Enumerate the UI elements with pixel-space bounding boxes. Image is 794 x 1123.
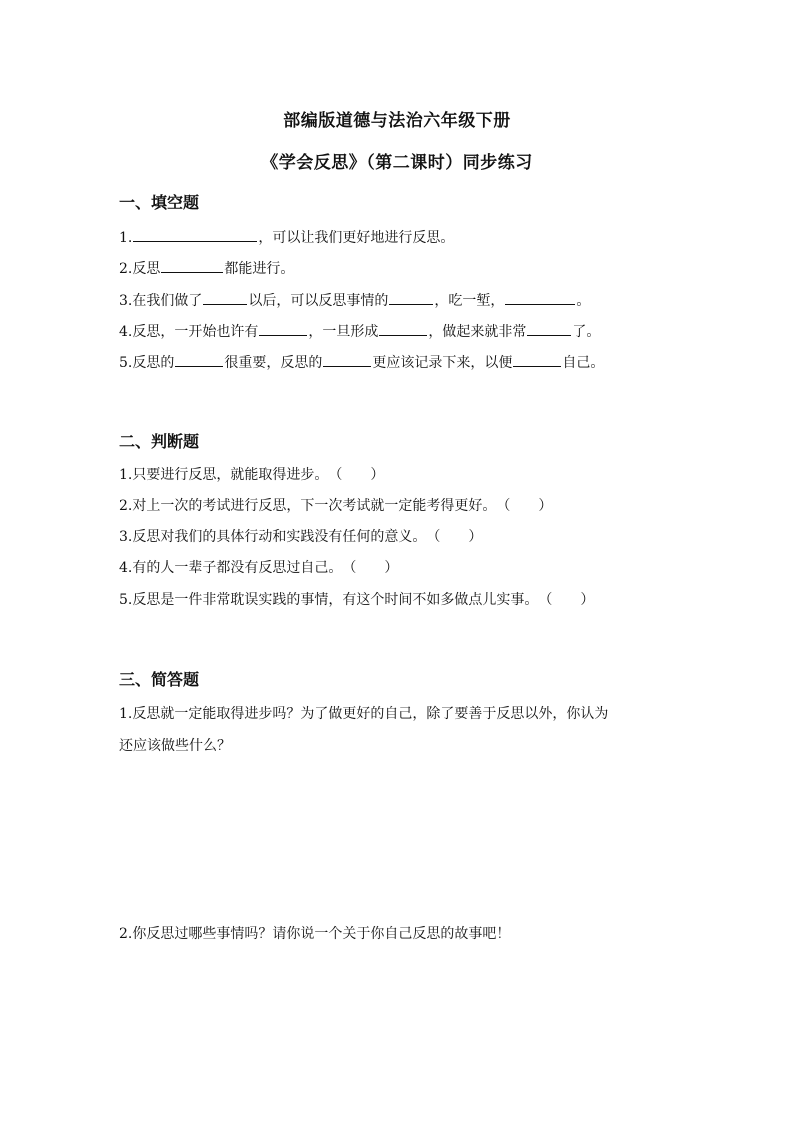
answer-parentheses[interactable]: （ ） xyxy=(496,498,553,514)
fill-question-1 xyxy=(119,227,454,248)
answer-parentheses[interactable]: （ ） xyxy=(342,560,399,576)
question-text: 5.反思的 xyxy=(119,355,175,371)
answer-blank[interactable] xyxy=(161,258,223,273)
short-question-2: 2.你反思过哪些事情吗？请你说一个关于你自己反思的故事吧！ xyxy=(119,926,511,942)
worksheet-title: 部编版道德与法治六年级下册 xyxy=(283,111,511,131)
short-question-1-line-1: 1.反思就一定能取得进步吗？为了做更好的自己，除了要善于反思以外，你认为 xyxy=(119,706,609,722)
answer-parentheses[interactable]: （ ） xyxy=(328,467,385,483)
answer-blank[interactable] xyxy=(527,321,571,336)
judge-question-1 xyxy=(119,465,384,485)
fill-question-5 xyxy=(119,352,604,373)
section-heading-short-answer: 三、简答题 xyxy=(119,670,200,689)
answer-parentheses[interactable]: （ ） xyxy=(538,592,595,608)
judge-question-5 xyxy=(119,590,594,610)
answer-blank[interactable] xyxy=(203,290,247,305)
judge-question-3 xyxy=(119,527,482,547)
answer-blank[interactable] xyxy=(133,227,257,242)
question-text: 2.反思 xyxy=(119,261,161,277)
section-heading-fill-blank: 一、填空题 xyxy=(119,193,200,212)
answer-blank[interactable] xyxy=(175,352,223,367)
question-text: 3.在我们做了 xyxy=(119,293,203,309)
question-text: 2.对上一次的考试进行反思，下一次考试就一定能考得更好。 xyxy=(119,498,497,514)
answer-parentheses[interactable]: （ ） xyxy=(426,529,483,545)
question-text: 4.有的人一辈子都没有反思过自己。 xyxy=(119,560,343,576)
answer-blank[interactable] xyxy=(513,352,561,367)
fill-question-4 xyxy=(119,321,600,342)
question-text: 很重要，反思的 xyxy=(224,355,323,371)
answer-blank[interactable] xyxy=(379,321,427,336)
question-text: 自己。 xyxy=(562,355,605,371)
question-text: ，做起来就非常 xyxy=(428,324,527,340)
question-text: 以后，可以反思事情的 xyxy=(248,293,389,309)
question-text: 更应该记录下来，以便 xyxy=(372,355,513,371)
question-text: 4.反思，一开始也许有 xyxy=(119,324,259,340)
question-text: ，可以让我们更好地进行反思。 xyxy=(258,230,455,246)
answer-blank[interactable] xyxy=(505,290,575,305)
question-text: 。 xyxy=(576,293,591,309)
question-text: ，吃一堑， xyxy=(434,293,505,309)
question-text: 1.只要进行反思，就能取得进步。 xyxy=(119,467,329,483)
answer-blank[interactable] xyxy=(389,290,433,305)
judge-question-2 xyxy=(119,496,552,516)
fill-question-3 xyxy=(119,290,590,311)
question-text: 5.反思是一件非常耽误实践的事情，有这个时间不如多做点儿实事。 xyxy=(119,592,539,608)
fill-question-2 xyxy=(119,258,294,279)
question-text: 都能进行。 xyxy=(224,261,295,277)
worksheet-subtitle: 《学会反思》（第二课时）同步练习 xyxy=(261,153,533,173)
judge-question-4 xyxy=(119,558,398,578)
question-text: 3.反思对我们的具体行动和实践没有任何的意义。 xyxy=(119,529,427,545)
question-text: 了。 xyxy=(572,324,601,340)
short-question-1-line-2: 还应该做些什么？ xyxy=(119,738,231,754)
section-heading-true-false: 二、判断题 xyxy=(119,432,200,451)
question-text: ，一旦形成 xyxy=(308,324,379,340)
answer-blank[interactable] xyxy=(323,352,371,367)
question-number: 1. xyxy=(119,230,133,246)
answer-blank[interactable] xyxy=(259,321,307,336)
